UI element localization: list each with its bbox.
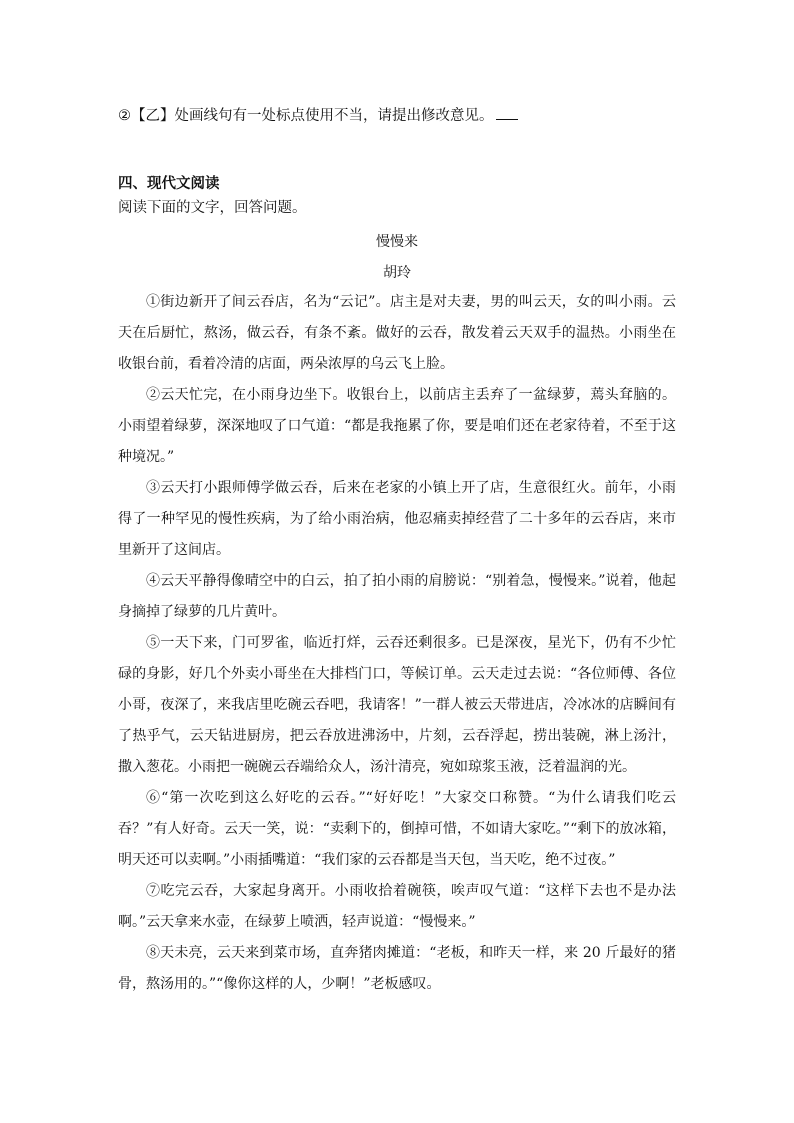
paragraph-7: ⑦吃完云吞，大家起身离开。小雨收拾着碗筷，唉声叹气道：“这样下去也不是办法啊。”云天拿来水壶，在绿萝上喷洒，轻声说道：“慢慢来。” — [118, 883, 676, 930]
article-author: 胡玲 — [383, 265, 411, 281]
paragraph-3: ③云天打小跟师傅学做云吞，后来在老家的小镇上开了店，生意很红火。前年，小雨得了一种罕见的慢性疾病，为了给小雨治病，他忍痛卖掉经营了二十多年的云吞店，来市里新开了这间店。 — [118, 480, 676, 558]
article-body — [118, 287, 676, 1000]
paragraph-2: ②云天忙完，在小雨身边坐下。收银台上，以前店主丢弃了一盆绿萝，蔫头耷脑的。小雨望着绿萝，深深地叹了口气道：“都是我拖累了你，要是咱们还在老家待着，不至于这种境况。” — [118, 387, 676, 465]
article-title: 慢慢来 — [376, 234, 418, 250]
paragraph-4: ④云天平静得像晴空中的白云，拍了拍小雨的肩膀说：“别着急，慢慢来。”说着，他起身摘掉了绿萝的几片黄叶。 — [118, 573, 676, 620]
section-instruction: 阅读下面的文字，回答问题。 — [118, 200, 307, 216]
paragraph-8: ⑧天未亮，云天来到菜市场，直奔猪肉摊道：“老板，和昨天一样，来 20 斤最好的猪骨，熬汤用的。”“像你这样的人，少啊！”老板感叹。 — [118, 945, 676, 992]
section-heading: 四、现代文阅读 — [118, 176, 220, 192]
paragraph-5: ⑤一天下来，门可罗雀，临近打烊，云吞还剩很多。已是深夜，星光下，仍有不少忙碌的身影，好几个外卖小哥坐在大排档门口，等候订单。云天走过去说：“各位师傅、各位小哥，夜深了，来我店里吃碗云吞吧，我请客！”一群人被云天带进店，冷冰冰的店瞬间有了热乎气，云天钻进厨房，把云吞放进沸汤中，片刻，云吞浮起，捞出装碗，淋上汤汁，撒入葱花。小雨把一碗碗云吞端给众人，汤汁清亮，宛如琼浆玉液，泛着温润的光。 — [118, 635, 676, 775]
paragraph-1: ①街边新开了间云吞店，名为“云记”。店主是对夫妻，男的叫云天，女的叫小雨。云天在后厨忙，熬汤，做云吞，有条不紊。做好的云吞，散发着云天双手的温热。小雨坐在收银台前，看着冷清的店面，两朵浓厚的乌云飞上脸。 — [118, 294, 676, 372]
question-2-text: ②【乙】处画线句有一处标点使用不当，请提出修改意见。 — [118, 108, 494, 124]
question-2 — [118, 104, 518, 125]
paragraph-6: ⑥“第一次吃到这么好吃的云吞。”“好好吃！”大家交口称赞。“为什么请我们吃云吞？”有人好奇。云天一笑，说：“卖剩下的，倒掉可惜，不如请大家吃。”“剩下的放冰箱，明天还可以卖啊。”小雨插嘴道：“我们家的云吞都是当天包，当天吃，绝不过夜。” — [118, 790, 676, 868]
answer-blank[interactable] — [496, 105, 518, 120]
